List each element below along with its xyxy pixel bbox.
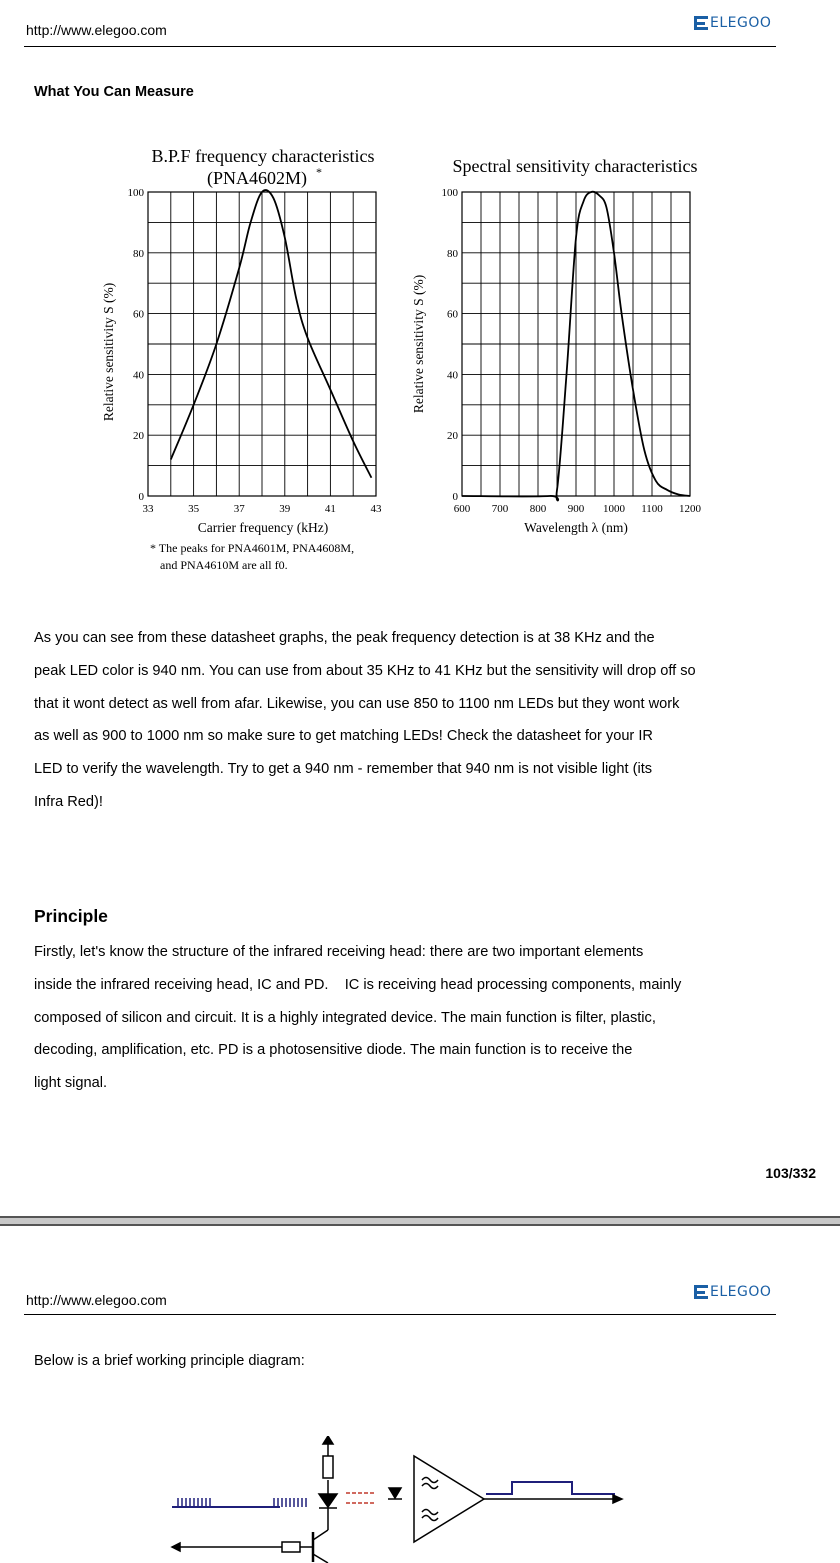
x-tick-label: 39 — [279, 503, 291, 515]
measure-line-1: As you can see from these datasheet graphs, the peak frequency detection is at 38 KHz and the — [34, 630, 655, 646]
ir-led-icon — [319, 1494, 337, 1507]
spectral-sensitivity-chart — [410, 140, 720, 560]
measure-line-4: as well as 900 to 1000 nm so make sure to get matching LEDs! Check the datasheet for your IR — [34, 728, 653, 745]
y-tick-label: 40 — [133, 369, 144, 382]
x-tick-label: 37 — [233, 503, 245, 515]
working-principle-diagram — [160, 1436, 640, 1563]
chart1-subtitle: (PNA4602M) — [206, 168, 308, 188]
x-tick-label: 700 — [491, 503, 509, 515]
principle-line-4: decoding, amplification, etc. PD is a photosensitive diode. The main function is to receive the — [34, 1042, 633, 1059]
chart1-x-label: Carrier frequency (kHz) — [197, 520, 329, 535]
x-tick-label: 1100 — [641, 503, 663, 515]
chart2-x-ticks — [454, 503, 702, 515]
y-tick-label: 20 — [133, 430, 144, 443]
elegoo-logo-icon — [693, 15, 709, 31]
modulated-burst-icon — [178, 1498, 306, 1507]
chart2-y-label: Relative sensitivity S (%) — [411, 274, 426, 414]
principle-line-2: inside the infrared receiving head, IC and PD. IC is receiving head processing components, mainly — [34, 976, 682, 993]
x-tick-label: 600 — [453, 503, 471, 515]
x-tick-label: 1200 — [679, 503, 701, 515]
measure-line-3: that it wont detect as well from afar. Likewise, you can use 850 to 1100 nm LEDs but they wont work — [34, 695, 680, 712]
photodiode-icon — [389, 1488, 401, 1498]
x-tick-label: 41 — [324, 503, 336, 515]
input-arrow-icon — [172, 1543, 180, 1551]
chart1-footnote-line1: * The peaks for PNA4601M, PNA4608M, — [150, 541, 355, 555]
measure-line-5: LED to verify the wavelength. Try to get a 940 nm - remember that 940 nm is not visible light (its — [34, 761, 653, 778]
principle-line-3: composed of silicon and circuit. It is a highly integrated device. The main function is filter, plastic, — [34, 1009, 656, 1026]
page-number: 103/332 — [765, 1165, 816, 1181]
elegoo-logo — [693, 13, 771, 33]
vcc-arrow-icon — [323, 1436, 333, 1444]
chart2-x-label: Wavelength λ (nm) — [524, 520, 628, 535]
output-arrow-icon — [613, 1495, 622, 1503]
elegoo-logo-page2 — [693, 1282, 771, 1302]
header-url: http://www.elegoo.com — [26, 22, 167, 38]
x-tick-label: 800 — [529, 503, 547, 515]
output-waveform — [486, 1482, 615, 1494]
y-tick-label: 60 — [133, 308, 144, 321]
y-tick-label: 40 — [447, 369, 458, 382]
chart2-y-ticks — [442, 187, 459, 503]
filter-icon — [422, 1478, 438, 1489]
y-tick-label: 80 — [447, 247, 458, 260]
chart1-y-label: Relative sensitivity S (%) — [101, 282, 116, 422]
led-resistor-icon — [323, 1456, 333, 1478]
base-resistor-icon — [282, 1542, 300, 1552]
principle-line-5: light signal. — [34, 1075, 108, 1092]
elegoo-logo-icon — [693, 1284, 709, 1300]
measure-line-2: peak LED color is 940 nm. You can use from about 35 KHz to 41 KHz but the sensitivity will drop off so — [34, 662, 696, 679]
x-tick-label: 900 — [567, 503, 585, 515]
chart1-subtitle-mark: * — [316, 165, 322, 179]
y-tick-label: 60 — [447, 308, 458, 321]
x-tick-label: 33 — [142, 503, 154, 515]
y-tick-label: 20 — [447, 430, 458, 443]
section-title: What You Can Measure — [34, 84, 194, 100]
principle-paragraph — [34, 936, 779, 1100]
chart1-grid — [148, 192, 376, 496]
chart1-title: B.P.F frequency characteristics — [151, 146, 375, 166]
diagram-intro: Below is a brief working principle diagram: — [34, 1353, 305, 1369]
ir-light-icon — [346, 1493, 374, 1503]
chart1-x-ticks — [143, 503, 383, 515]
bpf-frequency-chart — [100, 140, 400, 580]
header-rule — [24, 46, 776, 47]
y-tick-label: 100 — [127, 187, 144, 199]
chart1-series-line — [171, 190, 372, 478]
amplifier-icon — [414, 1456, 484, 1542]
page-separator — [0, 1216, 840, 1226]
measure-paragraph — [34, 622, 779, 819]
logo-brand-text: ELEGOO — [710, 15, 772, 31]
y-tick-label: 80 — [133, 247, 144, 260]
x-tick-label: 43 — [370, 503, 382, 515]
x-tick-label: 35 — [188, 503, 200, 515]
logo-brand-text: ELEGOO — [710, 1284, 772, 1300]
chart2-title: Spectral sensitivity characteristics — [452, 156, 698, 176]
y-tick-label: 0 — [452, 491, 458, 503]
measure-line-6: Infra Red)! — [34, 793, 103, 810]
y-tick-label: 100 — [441, 187, 458, 199]
header-url-page2: http://www.elegoo.com — [26, 1292, 167, 1308]
y-tick-label: 0 — [138, 491, 144, 503]
principle-line-1: Firstly, let's know the structure of the infrared receiving head: there are two important elements — [34, 944, 644, 960]
x-tick-label: 1000 — [603, 503, 625, 515]
header-rule-page2 — [24, 1314, 776, 1315]
principle-heading: Principle — [34, 906, 108, 926]
chart1-footnote-line2: and PNA4610M are all f0. — [160, 558, 288, 572]
chart1-y-ticks — [128, 187, 145, 503]
